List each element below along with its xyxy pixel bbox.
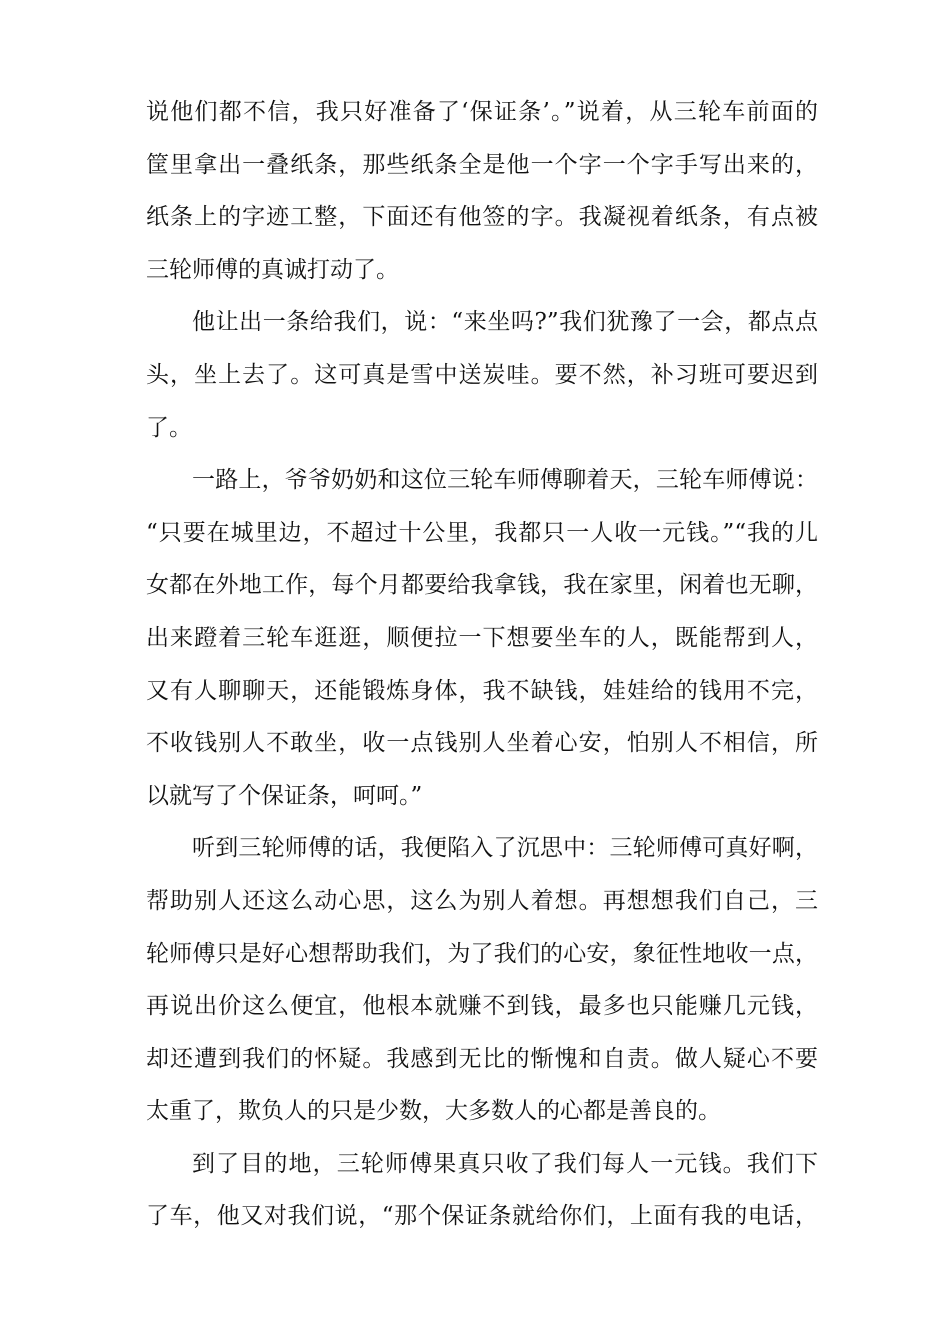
text-line: 又有人聊聊天，还能锻炼身体，我不缺钱，娃娃给的钱用不完， bbox=[146, 677, 818, 704]
text-line: 了。 bbox=[146, 414, 192, 441]
text-line: 头，坐上去了。这可真是雪中送炭哇。要不然，补习班可要迟到 bbox=[146, 361, 818, 388]
text-line: 筐里拿出一叠纸条，那些纸条全是他一个字一个字手写出来的， bbox=[146, 151, 818, 178]
text-line: 三轮师傅的真诚打动了。 bbox=[146, 256, 399, 283]
text-line: 不收钱别人不敢坐，收一点钱别人坐着心安，怕别人不相信，所 bbox=[146, 730, 818, 757]
text-line: 一路上，爷爷奶奶和这位三轮车师傅聊着天，三轮车师傅说： bbox=[192, 467, 818, 494]
text-line: 帮助别人还这么动心思，这么为别人着想。再想想我们自己，三 bbox=[146, 887, 818, 914]
text-line: “只要在城里边，不超过十公里，我都只一人收一元钱。”“我的儿 bbox=[146, 519, 818, 546]
text-line: 到了目的地，三轮师傅果真只收了我们每人一元钱。我们下 bbox=[192, 1150, 818, 1177]
text-line: 听到三轮师傅的话，我便陷入了沉思中：三轮师傅可真好啊， bbox=[192, 835, 818, 862]
text-line: 轮师傅只是好心想帮助我们，为了我们的心安，象征性地收一点， bbox=[146, 940, 818, 967]
text-line: 却还遭到我们的怀疑。我感到无比的惭愧和自责。做人疑心不要 bbox=[146, 1045, 818, 1072]
text-line: 出来蹬着三轮车逛逛，顺便拉一下想要坐车的人，既能帮到人， bbox=[146, 624, 818, 651]
text-line: 他让出一条给我们，说：“来坐吗?”我们犹豫了一会，都点点 bbox=[192, 309, 818, 336]
text-line: 太重了，欺负人的只是少数，大多数人的心都是善良的。 bbox=[146, 1098, 721, 1125]
text-line: 说他们都不信，我只好准备了‘保证条’。”说着，从三轮车前面的 bbox=[146, 99, 818, 125]
text-line: 女都在外地工作，每个月都要给我拿钱，我在家里，闲着也无聊， bbox=[146, 572, 818, 599]
text-line: 了车，他又对我们说，“那个保证条就给你们，上面有我的电话， bbox=[146, 1203, 818, 1230]
text-line: 以就写了个保证条，呵呵。” bbox=[146, 782, 423, 809]
text-line: 纸条上的字迹工整，下面还有他签的字。我凝视着纸条，有点被 bbox=[146, 204, 818, 231]
text-line: 再说出价这么便宜，他根本就赚不到钱，最多也只能赚几元钱， bbox=[146, 993, 818, 1020]
document-body bbox=[146, 86, 818, 1243]
